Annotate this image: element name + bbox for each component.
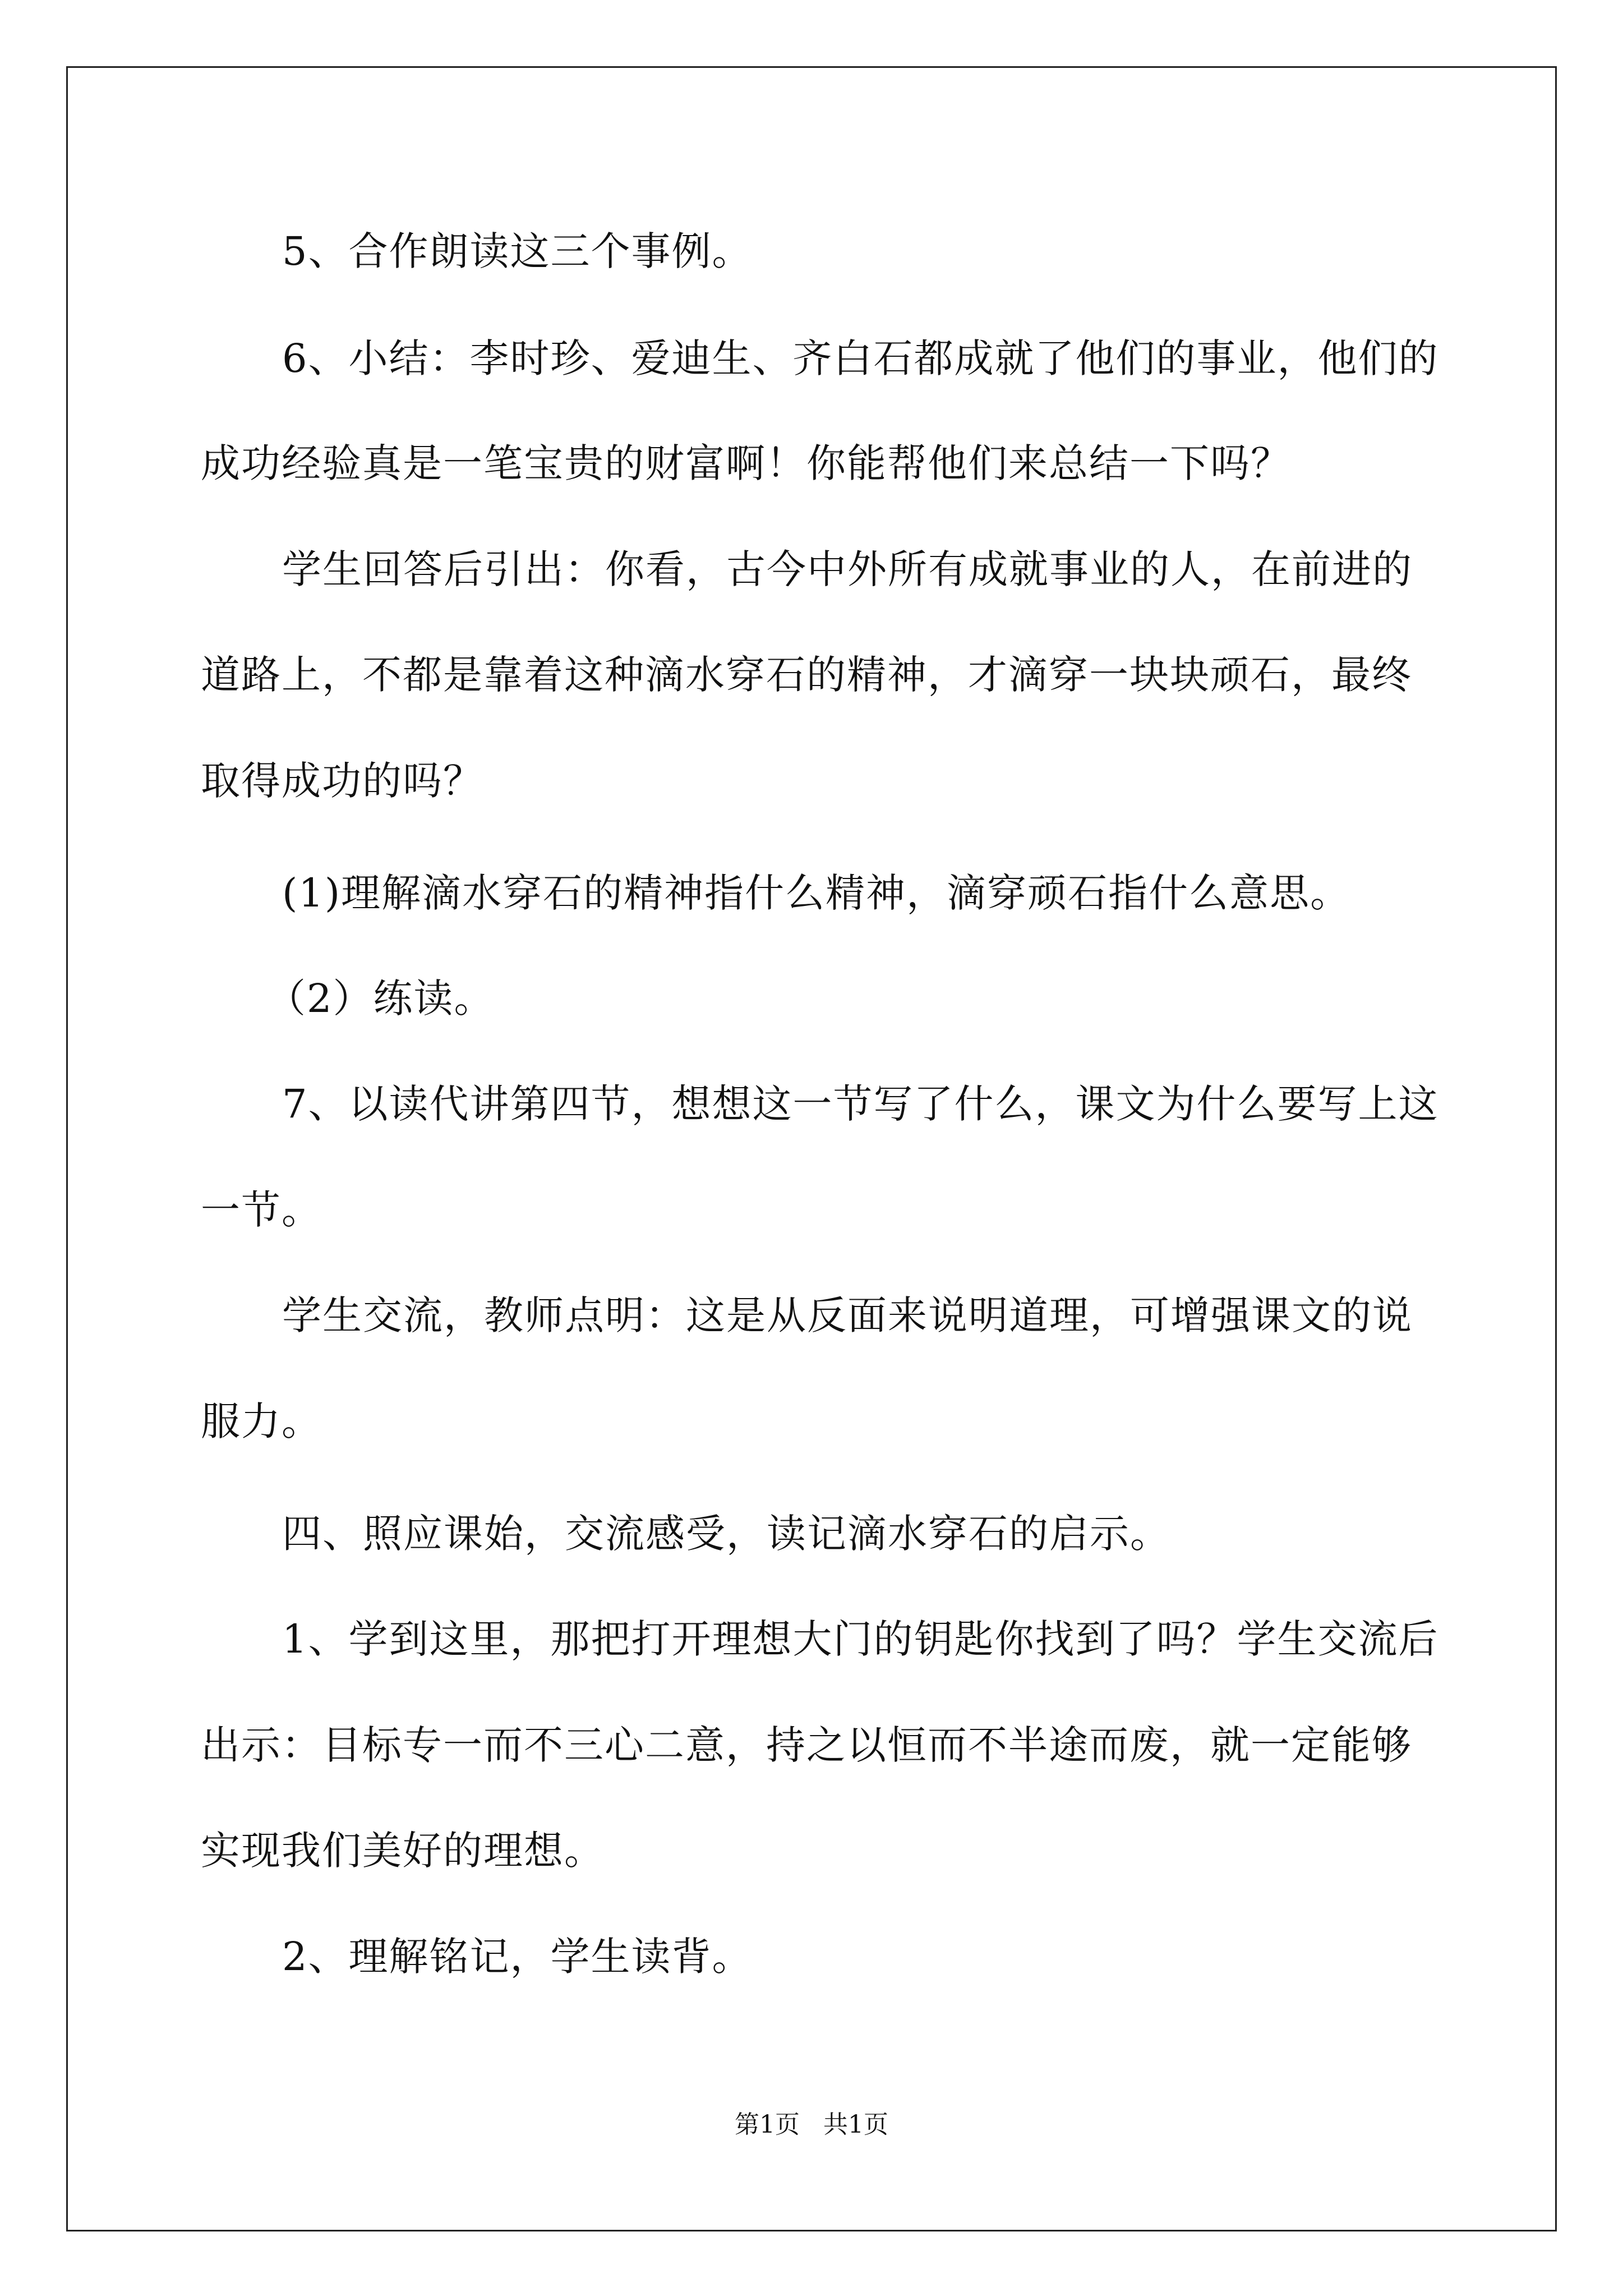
paragraph-line: 7、以读代讲第四节，想想这一节写了什么，课文为什么要写上这 [282,1081,1439,1127]
paragraph-line: 成功经验真是一笔宝贵的财富啊！你能帮他们来总结一下吗？ [201,440,1291,486]
paragraph-line: 6、小结：李时珍、爱迪生、齐白石都成就了他们的事业，他们的 [282,335,1439,381]
paragraph-line: 学生交流，教师点明：这是从反面来说明道理，可增强课文的说 [282,1292,1413,1338]
paragraph-line: 5、合作朗读这三个事例。 [282,228,753,274]
page-footer: 第1页 共1页 [735,2110,888,2139]
paragraph-line: 2、理解铭记，学生读背。 [282,1934,753,1980]
paragraph-line: 一节。 [201,1187,322,1233]
paragraph-line: 取得成功的吗？ [201,758,483,804]
paragraph-line: 实现我们美好的理想。 [201,1828,605,1874]
paragraph-line: 四、照应课始，交流感受，读记滴水穿石的启示。 [282,1511,1170,1557]
paragraph-line: 1、学到这里，那把打开理想大门的钥匙你找到了吗？学生交流后 [282,1616,1439,1662]
paragraph-line: 服力。 [201,1398,322,1444]
paragraph-line: （2）练读。 [266,976,495,1022]
page-border [66,66,1557,2231]
paragraph-line: 学生回答后引出：你看，古今中外所有成就事业的人，在前进的 [282,546,1413,592]
paragraph-line: (1)理解滴水穿石的精神指什么精神，滴穿顽石指什么意思。 [282,870,1351,916]
paragraph-line: 道路上，不都是靠着这种滴水穿石的精神，才滴穿一块块顽石，最终 [201,652,1412,698]
paragraph-line: 出示：目标专一而不三心二意，持之以恒而不半途而废，就一定能够 [201,1722,1412,1768]
